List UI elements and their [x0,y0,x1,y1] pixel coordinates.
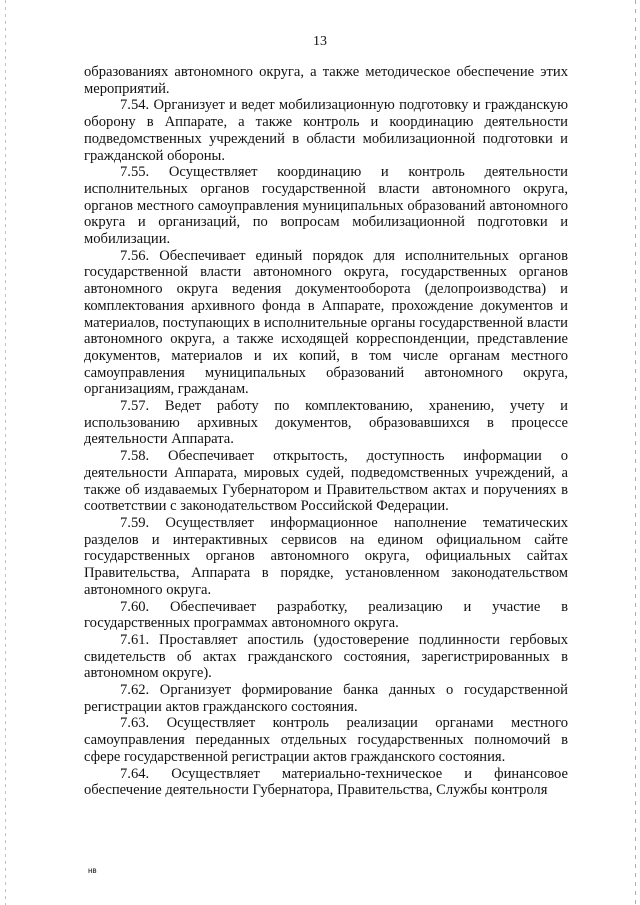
paragraph-7-60: 7.60. Обеспечивает разработку, реализацию и участие в государственных программах автономного округа. [84,598,568,632]
paragraph-7-61: 7.61. Проставляет апостиль (удостоверение подлинности гербовых свидетельств об актах гражданского состояния, зарегистрированных в автономном округе). [84,631,568,682]
footer-initials: нв [88,866,97,875]
paragraph-7-57: 7.57. Ведет работу по комплектованию, хранению, учету и использованию архивных документов, образовавшихся в процессе деятельности Аппарата. [84,398,568,448]
paragraph-7-58: 7.58. Обеспечивает открытость, доступность информации о деятельности Аппарата, мировых судей, подведомственных учреждений, а также об издаваемых Губернатором и Правительством актах и поручениях в соответствии с законодательством Российской Федерации. [84,448,568,515]
paragraph-7-62: 7.62. Организует формирование банка данных о государственной регистрации актов гражданского состояния. [84,682,568,715]
document-body [84,64,568,799]
scan-left-edge [5,0,6,905]
page-number: 13 [313,34,327,49]
paragraph-7-63: 7.63. Осуществляет контроль реализации органами местного самоуправления переданных отдельных государственных полномочий в сфере государственной регистрации актов гражданского состояния. [84,715,568,765]
paragraph-7-64: 7.64. Осуществляет материально-техническое и финансовое обеспечение деятельности Губернатора, Правительства, Службы контроля [84,765,568,799]
paragraph-7-55: 7.55. Осуществляет координацию и контроль деятельности исполнительных органов государственной власти автономного округа, органов местного самоуправления муниципальных образований автономного округа и организаций, по вопросам мобилизационной подготовки и мобилизации. [84,164,568,248]
paragraph-continuation: образованиях автономного округа, а также методическое обеспечение этих мероприятий. [84,64,568,97]
paragraph-7-59: 7.59. Осуществляет информационное наполнение тематических разделов и интерактивных сервисов на едином официальном сайте государственных органов автономного округа, официальных сайтах Правительства, Аппарата в порядке, установленном законодательством автономного округа. [84,514,568,598]
paragraph-7-54: 7.54. Организует и ведет мобилизационную подготовку и гражданскую оборону в Аппарате, а также контроль и координацию деятельности подведомственных учреждений в области мобилизационной подготовки и гражданской обороны. [84,97,568,164]
paragraph-7-56: 7.56. Обеспечивает единый порядок для исполнительных органов государственной власти автономного округа, государственных органов автономного округа ведения документооборота (делопроизводства) и комплектования архивного фонда в Аппарате, прохождение документов и материалов, поступающих в исполнительные органы государственной власти автономного округа, а также исходящей корреспонденции, представление документов, материалов и их копий, в том числе органам местного самоуправления муниципальных образований автономного округа, организациям, гражданам. [84,247,568,398]
scan-right-edge [635,0,636,905]
